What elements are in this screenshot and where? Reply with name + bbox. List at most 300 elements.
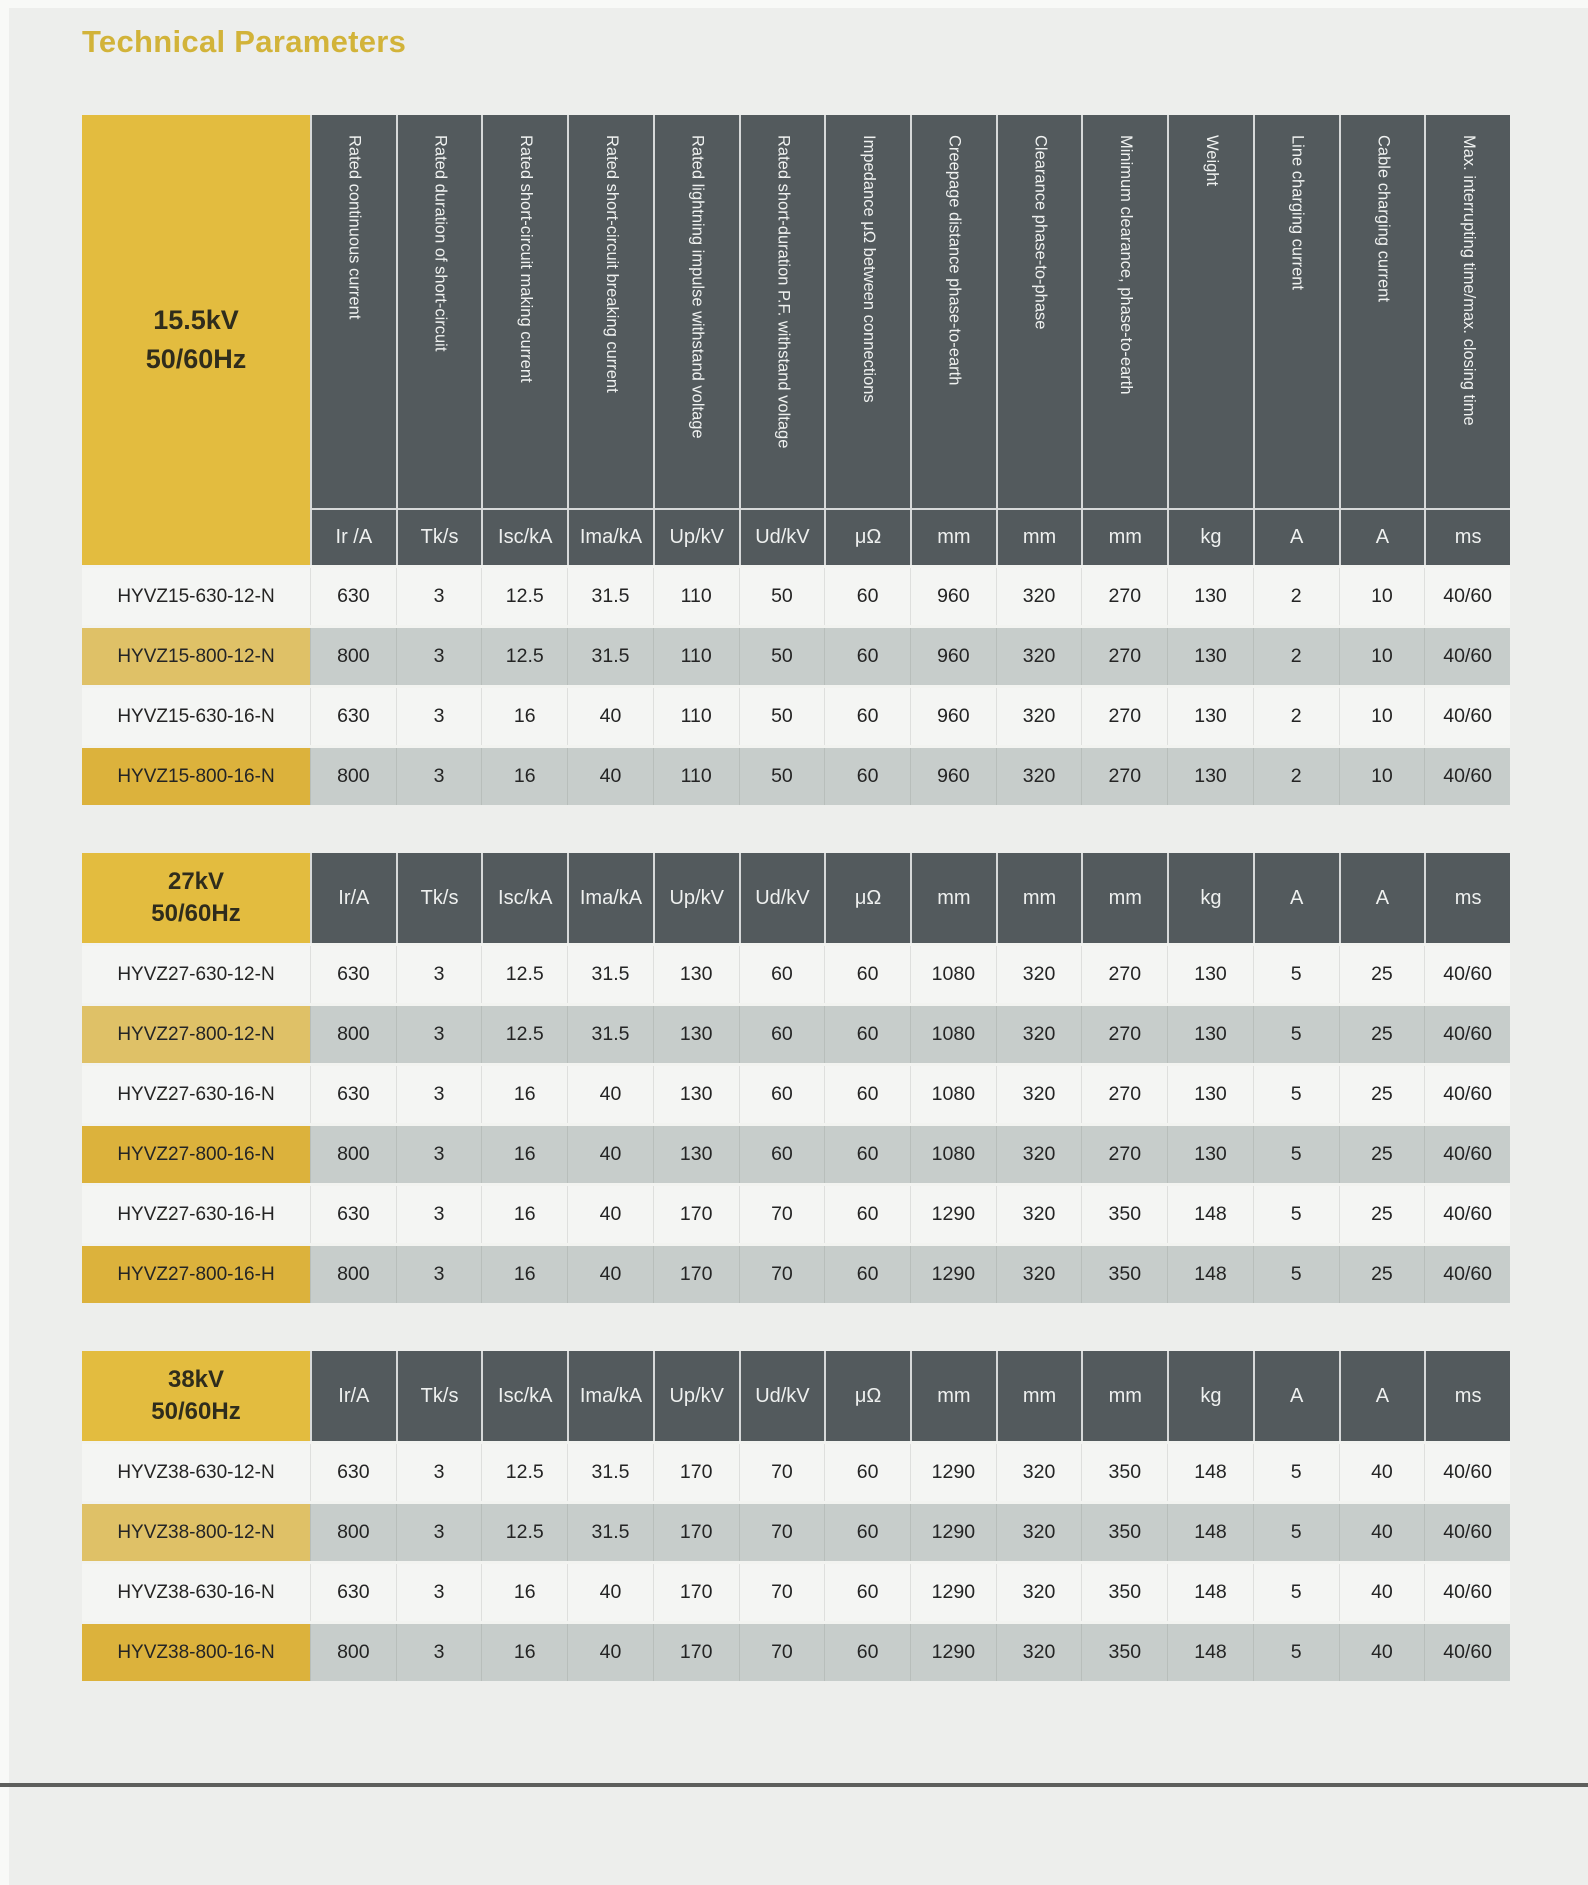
value-cell: 1290 xyxy=(910,1504,996,1561)
value-cell: 50 xyxy=(739,688,825,745)
section-header-row xyxy=(82,853,1510,943)
value-cell: 1290 xyxy=(910,1246,996,1303)
table-row xyxy=(82,1561,1510,1621)
value-cell: 170 xyxy=(653,1564,739,1621)
value-cell: 16 xyxy=(481,1066,567,1123)
table-row xyxy=(82,943,1510,1003)
value-cell: 3 xyxy=(396,688,482,745)
unit-cell: kg xyxy=(1167,508,1253,565)
value-cell: 170 xyxy=(653,1246,739,1303)
value-cell: 40/60 xyxy=(1424,1066,1510,1123)
value-cell: 130 xyxy=(653,946,739,1003)
value-cell: 270 xyxy=(1081,628,1167,685)
value-cell: 130 xyxy=(1167,1066,1253,1123)
value-cell: 320 xyxy=(996,748,1082,805)
value-cell: 40 xyxy=(567,1126,653,1183)
value-cell: 60 xyxy=(824,628,910,685)
value-cell: 960 xyxy=(910,688,996,745)
value-cell: 70 xyxy=(739,1444,825,1501)
value-cell: 70 xyxy=(739,1246,825,1303)
value-cell: 320 xyxy=(996,1246,1082,1303)
value-cell: 10 xyxy=(1339,568,1425,625)
unit-cell: Isc/kA xyxy=(481,853,567,943)
value-cell: 3 xyxy=(396,1126,482,1183)
unit-cell: ms xyxy=(1424,1351,1510,1441)
unit-cell: mm xyxy=(910,1351,996,1441)
value-cell: 5 xyxy=(1253,1126,1339,1183)
value-cell: 3 xyxy=(396,568,482,625)
value-cell: 5 xyxy=(1253,1504,1339,1561)
value-cell: 40 xyxy=(1339,1504,1425,1561)
value-cell: 800 xyxy=(310,748,396,805)
model-cell: HYVZ38-630-12-N xyxy=(117,1461,275,1483)
value-cell: 70 xyxy=(739,1504,825,1561)
value-cell: 110 xyxy=(653,688,739,745)
model-cell: HYVZ27-800-16-N xyxy=(82,1126,310,1183)
value-cell: 350 xyxy=(1081,1246,1167,1303)
value-cell: 320 xyxy=(996,1504,1082,1561)
value-cell: 130 xyxy=(1167,748,1253,805)
value-cell: 60 xyxy=(824,1564,910,1621)
value-cell: 350 xyxy=(1081,1504,1167,1561)
value-cell: 1290 xyxy=(910,1564,996,1621)
value-cell: 31.5 xyxy=(567,946,653,1003)
value-cell: 130 xyxy=(1167,568,1253,625)
value-cell: 25 xyxy=(1339,1006,1425,1063)
value-cell: 5 xyxy=(1253,1564,1339,1621)
value-cell: 50 xyxy=(739,568,825,625)
value-cell: 170 xyxy=(653,1186,739,1243)
model-cell: HYVZ38-630-16-N xyxy=(117,1581,275,1603)
value-cell: 3 xyxy=(396,946,482,1003)
value-cell: 2 xyxy=(1253,748,1339,805)
voltage-frequency-line: 27kV xyxy=(167,867,225,895)
model-cell: HYVZ27-630-12-N xyxy=(117,963,275,985)
value-cell: 16 xyxy=(481,748,567,805)
value-cell: 960 xyxy=(910,628,996,685)
value-cell: 270 xyxy=(1081,688,1167,745)
value-cell: 148 xyxy=(1167,1564,1253,1621)
table-section-27kv xyxy=(82,853,1510,1303)
unit-cell: Tk/s xyxy=(396,853,482,943)
table-section-15-5kv xyxy=(82,115,1510,805)
value-cell: 40/60 xyxy=(1424,1564,1510,1621)
value-cell: 148 xyxy=(1167,1624,1253,1681)
model-cell: HYVZ27-800-16-H xyxy=(82,1246,310,1303)
value-cell: 170 xyxy=(653,1504,739,1561)
value-cell: 60 xyxy=(824,1006,910,1063)
value-cell: 320 xyxy=(996,1186,1082,1243)
unit-cell: Up/kV xyxy=(653,1351,739,1441)
unit-cell: A xyxy=(1339,508,1425,565)
column-header: Max. interrupting time/max. closing time xyxy=(1424,115,1510,508)
value-cell: 130 xyxy=(1167,1126,1253,1183)
table-row xyxy=(82,1003,1510,1063)
value-cell: 130 xyxy=(1167,946,1253,1003)
value-cell: 70 xyxy=(739,1564,825,1621)
value-cell: 5 xyxy=(1253,1066,1339,1123)
column-header: Rated continuous current xyxy=(310,115,396,508)
value-cell: 25 xyxy=(1339,1246,1425,1303)
unit-cell: Ir /A xyxy=(310,508,396,565)
value-cell: 16 xyxy=(481,1564,567,1621)
page-edge-top xyxy=(0,0,1588,8)
value-cell: 40 xyxy=(567,688,653,745)
value-cell: 5 xyxy=(1253,946,1339,1003)
model-cell: HYVZ15-630-12-N xyxy=(117,585,275,607)
value-cell: 2 xyxy=(1253,688,1339,745)
unit-cell: Ud/kV xyxy=(739,1351,825,1441)
value-cell: 320 xyxy=(996,1006,1082,1063)
value-cell: 31.5 xyxy=(567,1504,653,1561)
column-header: Impedance μΩ between connections xyxy=(824,115,910,508)
value-cell: 60 xyxy=(824,1504,910,1561)
value-cell: 800 xyxy=(310,1624,396,1681)
value-cell: 130 xyxy=(1167,1006,1253,1063)
value-cell: 630 xyxy=(310,1066,396,1123)
unit-cell: μΩ xyxy=(824,508,910,565)
value-cell: 320 xyxy=(996,946,1082,1003)
value-cell: 60 xyxy=(739,1066,825,1123)
unit-cell: Ima/kA xyxy=(567,853,653,943)
value-cell: 320 xyxy=(996,1066,1082,1123)
value-cell: 3 xyxy=(396,1564,482,1621)
table-row xyxy=(82,1123,1510,1183)
column-header: Rated short-circuit making current xyxy=(481,115,567,508)
column-header: Rated duration of short-circuit xyxy=(396,115,482,508)
value-cell: 3 xyxy=(396,1504,482,1561)
value-cell: 40/60 xyxy=(1424,946,1510,1003)
unit-cell: A xyxy=(1253,853,1339,943)
value-cell: 70 xyxy=(739,1624,825,1681)
value-cell: 31.5 xyxy=(567,628,653,685)
value-cell: 31.5 xyxy=(567,1444,653,1501)
voltage-frequency-cell xyxy=(82,1351,310,1441)
table-row xyxy=(82,1243,1510,1303)
unit-cell: mm xyxy=(910,508,996,565)
unit-cell: mm xyxy=(996,508,1082,565)
voltage-frequency-line: 38kV xyxy=(167,1365,225,1393)
table-row xyxy=(82,1441,1510,1501)
unit-cell: kg xyxy=(1167,1351,1253,1441)
unit-cell: μΩ xyxy=(824,1351,910,1441)
value-cell: 350 xyxy=(1081,1624,1167,1681)
value-cell: 40 xyxy=(567,1564,653,1621)
value-cell: 16 xyxy=(481,1246,567,1303)
unit-cell: Tk/s xyxy=(396,508,482,565)
value-cell: 10 xyxy=(1339,628,1425,685)
value-cell: 40 xyxy=(567,748,653,805)
unit-cell: Tk/s xyxy=(396,1351,482,1441)
value-cell: 5 xyxy=(1253,1444,1339,1501)
unit-cell: A xyxy=(1339,853,1425,943)
table-row xyxy=(82,1621,1510,1681)
value-cell: 130 xyxy=(1167,628,1253,685)
table-row xyxy=(82,625,1510,685)
value-cell: 12.5 xyxy=(481,1006,567,1063)
value-cell: 130 xyxy=(653,1006,739,1063)
value-cell: 320 xyxy=(996,1564,1082,1621)
voltage-frequency-cell xyxy=(82,115,310,565)
unit-cell: mm xyxy=(910,853,996,943)
value-cell: 40 xyxy=(567,1624,653,1681)
value-cell: 170 xyxy=(653,1444,739,1501)
table-row xyxy=(82,1063,1510,1123)
value-cell: 110 xyxy=(653,568,739,625)
value-cell: 2 xyxy=(1253,568,1339,625)
table-row xyxy=(82,565,1510,625)
column-header: Clearance phase-to-phase xyxy=(996,115,1082,508)
value-cell: 40 xyxy=(1339,1624,1425,1681)
unit-cell: ms xyxy=(1424,853,1510,943)
value-cell: 800 xyxy=(310,1504,396,1561)
section-header-row xyxy=(82,115,1510,565)
value-cell: 16 xyxy=(481,1624,567,1681)
value-cell: 170 xyxy=(653,1624,739,1681)
unit-cell: Ir/A xyxy=(310,1351,396,1441)
value-cell: 110 xyxy=(653,628,739,685)
value-cell: 60 xyxy=(739,946,825,1003)
unit-cell: A xyxy=(1339,1351,1425,1441)
value-cell: 800 xyxy=(310,1246,396,1303)
column-header: Cable charging current xyxy=(1339,115,1425,508)
value-cell: 320 xyxy=(996,1126,1082,1183)
model-cell: HYVZ38-800-12-N xyxy=(82,1504,310,1561)
value-cell: 630 xyxy=(310,568,396,625)
value-cell: 320 xyxy=(996,628,1082,685)
page-edge-left xyxy=(0,0,9,1885)
table-row xyxy=(82,685,1510,745)
value-cell: 630 xyxy=(310,688,396,745)
value-cell: 3 xyxy=(396,1444,482,1501)
model-cell: HYVZ27-630-16-H xyxy=(117,1203,275,1225)
value-cell: 60 xyxy=(824,1126,910,1183)
value-cell: 1080 xyxy=(910,1006,996,1063)
value-cell: 10 xyxy=(1339,748,1425,805)
value-cell: 25 xyxy=(1339,946,1425,1003)
value-cell: 31.5 xyxy=(567,1006,653,1063)
voltage-frequency-line: 15.5kV xyxy=(153,304,239,335)
value-cell: 40/60 xyxy=(1424,628,1510,685)
unit-cell: Up/kV xyxy=(653,508,739,565)
unit-cell: mm xyxy=(1081,508,1167,565)
value-cell: 1080 xyxy=(910,1126,996,1183)
value-cell: 3 xyxy=(396,1066,482,1123)
value-cell: 40/60 xyxy=(1424,568,1510,625)
value-cell: 40/60 xyxy=(1424,1246,1510,1303)
value-cell: 60 xyxy=(824,688,910,745)
value-cell: 270 xyxy=(1081,568,1167,625)
value-cell: 60 xyxy=(824,1444,910,1501)
value-cell: 12.5 xyxy=(481,1504,567,1561)
value-cell: 960 xyxy=(910,748,996,805)
value-cell: 130 xyxy=(1167,688,1253,745)
value-cell: 270 xyxy=(1081,946,1167,1003)
value-cell: 1080 xyxy=(910,946,996,1003)
page-title: Technical Parameters xyxy=(82,24,407,59)
value-cell: 148 xyxy=(1167,1504,1253,1561)
unit-cell: A xyxy=(1253,508,1339,565)
technical-parameters-table xyxy=(82,115,1510,1681)
table-row xyxy=(82,745,1510,805)
value-cell: 130 xyxy=(653,1126,739,1183)
unit-cell: kg xyxy=(1167,853,1253,943)
value-cell: 40 xyxy=(567,1066,653,1123)
unit-cell: Isc/kA xyxy=(481,508,567,565)
footer-divider xyxy=(0,1783,1588,1787)
section-header-row xyxy=(82,1351,1510,1441)
value-cell: 630 xyxy=(310,1444,396,1501)
table-row xyxy=(82,1183,1510,1243)
value-cell: 60 xyxy=(739,1006,825,1063)
value-cell: 40/60 xyxy=(1424,1504,1510,1561)
value-cell: 5 xyxy=(1253,1006,1339,1063)
value-cell: 800 xyxy=(310,1126,396,1183)
value-cell: 25 xyxy=(1339,1066,1425,1123)
value-cell: 3 xyxy=(396,748,482,805)
value-cell: 2 xyxy=(1253,628,1339,685)
column-header: Creepage distance phase-to-earth xyxy=(910,115,996,508)
value-cell: 60 xyxy=(824,1246,910,1303)
value-cell: 3 xyxy=(396,628,482,685)
value-cell: 16 xyxy=(481,1186,567,1243)
value-cell: 3 xyxy=(396,1186,482,1243)
value-cell: 50 xyxy=(739,628,825,685)
column-header: Rated lightning impulse withstand voltage xyxy=(653,115,739,508)
value-cell: 3 xyxy=(396,1246,482,1303)
value-cell: 25 xyxy=(1339,1186,1425,1243)
value-cell: 320 xyxy=(996,568,1082,625)
value-cell: 270 xyxy=(1081,1126,1167,1183)
unit-cell: ms xyxy=(1424,508,1510,565)
value-cell: 50 xyxy=(739,748,825,805)
model-cell: HYVZ27-630-16-N xyxy=(117,1083,275,1105)
value-cell: 350 xyxy=(1081,1186,1167,1243)
unit-cell: Up/kV xyxy=(653,853,739,943)
value-cell: 60 xyxy=(824,568,910,625)
value-cell: 40/60 xyxy=(1424,748,1510,805)
value-cell: 40/60 xyxy=(1424,688,1510,745)
unit-cell: Ud/kV xyxy=(739,508,825,565)
value-cell: 800 xyxy=(310,628,396,685)
model-cell: HYVZ15-800-16-N xyxy=(82,748,310,805)
unit-cell: mm xyxy=(1081,1351,1167,1441)
value-cell: 148 xyxy=(1167,1444,1253,1501)
model-cell: HYVZ15-800-12-N xyxy=(82,628,310,685)
unit-cell: mm xyxy=(996,853,1082,943)
table-row xyxy=(82,1501,1510,1561)
model-cell: HYVZ27-800-12-N xyxy=(82,1006,310,1063)
unit-cell: Ima/kA xyxy=(567,508,653,565)
value-cell: 320 xyxy=(996,1444,1082,1501)
value-cell: 40/60 xyxy=(1424,1444,1510,1501)
value-cell: 130 xyxy=(653,1066,739,1123)
value-cell: 3 xyxy=(396,1624,482,1681)
value-cell: 12.5 xyxy=(481,568,567,625)
value-cell: 5 xyxy=(1253,1246,1339,1303)
unit-cell: Ud/kV xyxy=(739,853,825,943)
value-cell: 31.5 xyxy=(567,568,653,625)
value-cell: 60 xyxy=(824,748,910,805)
value-cell: 60 xyxy=(824,946,910,1003)
column-header: Rated short-circuit breaking current xyxy=(567,115,653,508)
value-cell: 1290 xyxy=(910,1444,996,1501)
value-cell: 1080 xyxy=(910,1066,996,1123)
column-header: Minimum clearance, phase-to-earth xyxy=(1081,115,1167,508)
unit-cell: A xyxy=(1253,1351,1339,1441)
value-cell: 148 xyxy=(1167,1186,1253,1243)
value-cell: 60 xyxy=(824,1186,910,1243)
voltage-frequency-line: 50/60Hz xyxy=(151,1398,241,1425)
unit-cell: mm xyxy=(996,1351,1082,1441)
value-cell: 40 xyxy=(1339,1564,1425,1621)
unit-cell: Ima/kA xyxy=(567,1351,653,1441)
value-cell: 320 xyxy=(996,1624,1082,1681)
column-header: Rated short-duration P.F. withstand voltage xyxy=(739,115,825,508)
value-cell: 110 xyxy=(653,748,739,805)
model-cell: HYVZ38-800-16-N xyxy=(82,1624,310,1681)
table-section-38kv xyxy=(82,1351,1510,1681)
voltage-frequency-line: 50/60Hz xyxy=(151,900,241,927)
value-cell: 60 xyxy=(824,1624,910,1681)
unit-cell: μΩ xyxy=(824,853,910,943)
value-cell: 5 xyxy=(1253,1186,1339,1243)
value-cell: 1290 xyxy=(910,1624,996,1681)
value-cell: 630 xyxy=(310,946,396,1003)
value-cell: 630 xyxy=(310,1186,396,1243)
value-cell: 40/60 xyxy=(1424,1624,1510,1681)
value-cell: 10 xyxy=(1339,688,1425,745)
value-cell: 1290 xyxy=(910,1186,996,1243)
value-cell: 350 xyxy=(1081,1444,1167,1501)
value-cell: 148 xyxy=(1167,1246,1253,1303)
unit-cell: mm xyxy=(1081,853,1167,943)
unit-cell: Isc/kA xyxy=(481,1351,567,1441)
value-cell: 25 xyxy=(1339,1126,1425,1183)
value-cell: 630 xyxy=(310,1564,396,1621)
value-cell: 350 xyxy=(1081,1564,1167,1621)
model-cell: HYVZ15-630-16-N xyxy=(117,705,275,727)
value-cell: 5 xyxy=(1253,1624,1339,1681)
value-cell: 16 xyxy=(481,1126,567,1183)
voltage-frequency-line: 50/60Hz xyxy=(145,344,247,374)
value-cell: 40 xyxy=(1339,1444,1425,1501)
value-cell: 60 xyxy=(824,1066,910,1123)
column-header: Line charging current xyxy=(1253,115,1339,508)
value-cell: 12.5 xyxy=(481,628,567,685)
value-cell: 40 xyxy=(567,1186,653,1243)
value-cell: 40/60 xyxy=(1424,1186,1510,1243)
unit-cell: Ir/A xyxy=(310,853,396,943)
value-cell: 40/60 xyxy=(1424,1006,1510,1063)
value-cell: 800 xyxy=(310,1006,396,1063)
value-cell: 40 xyxy=(567,1246,653,1303)
value-cell: 320 xyxy=(996,688,1082,745)
value-cell: 270 xyxy=(1081,748,1167,805)
value-cell: 960 xyxy=(910,568,996,625)
value-cell: 270 xyxy=(1081,1066,1167,1123)
value-cell: 12.5 xyxy=(481,1444,567,1501)
value-cell: 60 xyxy=(739,1126,825,1183)
value-cell: 40/60 xyxy=(1424,1126,1510,1183)
value-cell: 70 xyxy=(739,1186,825,1243)
voltage-frequency-cell xyxy=(82,853,310,943)
value-cell: 270 xyxy=(1081,1006,1167,1063)
column-header: Weight xyxy=(1167,115,1253,508)
value-cell: 3 xyxy=(396,1006,482,1063)
value-cell: 12.5 xyxy=(481,946,567,1003)
value-cell: 16 xyxy=(481,688,567,745)
